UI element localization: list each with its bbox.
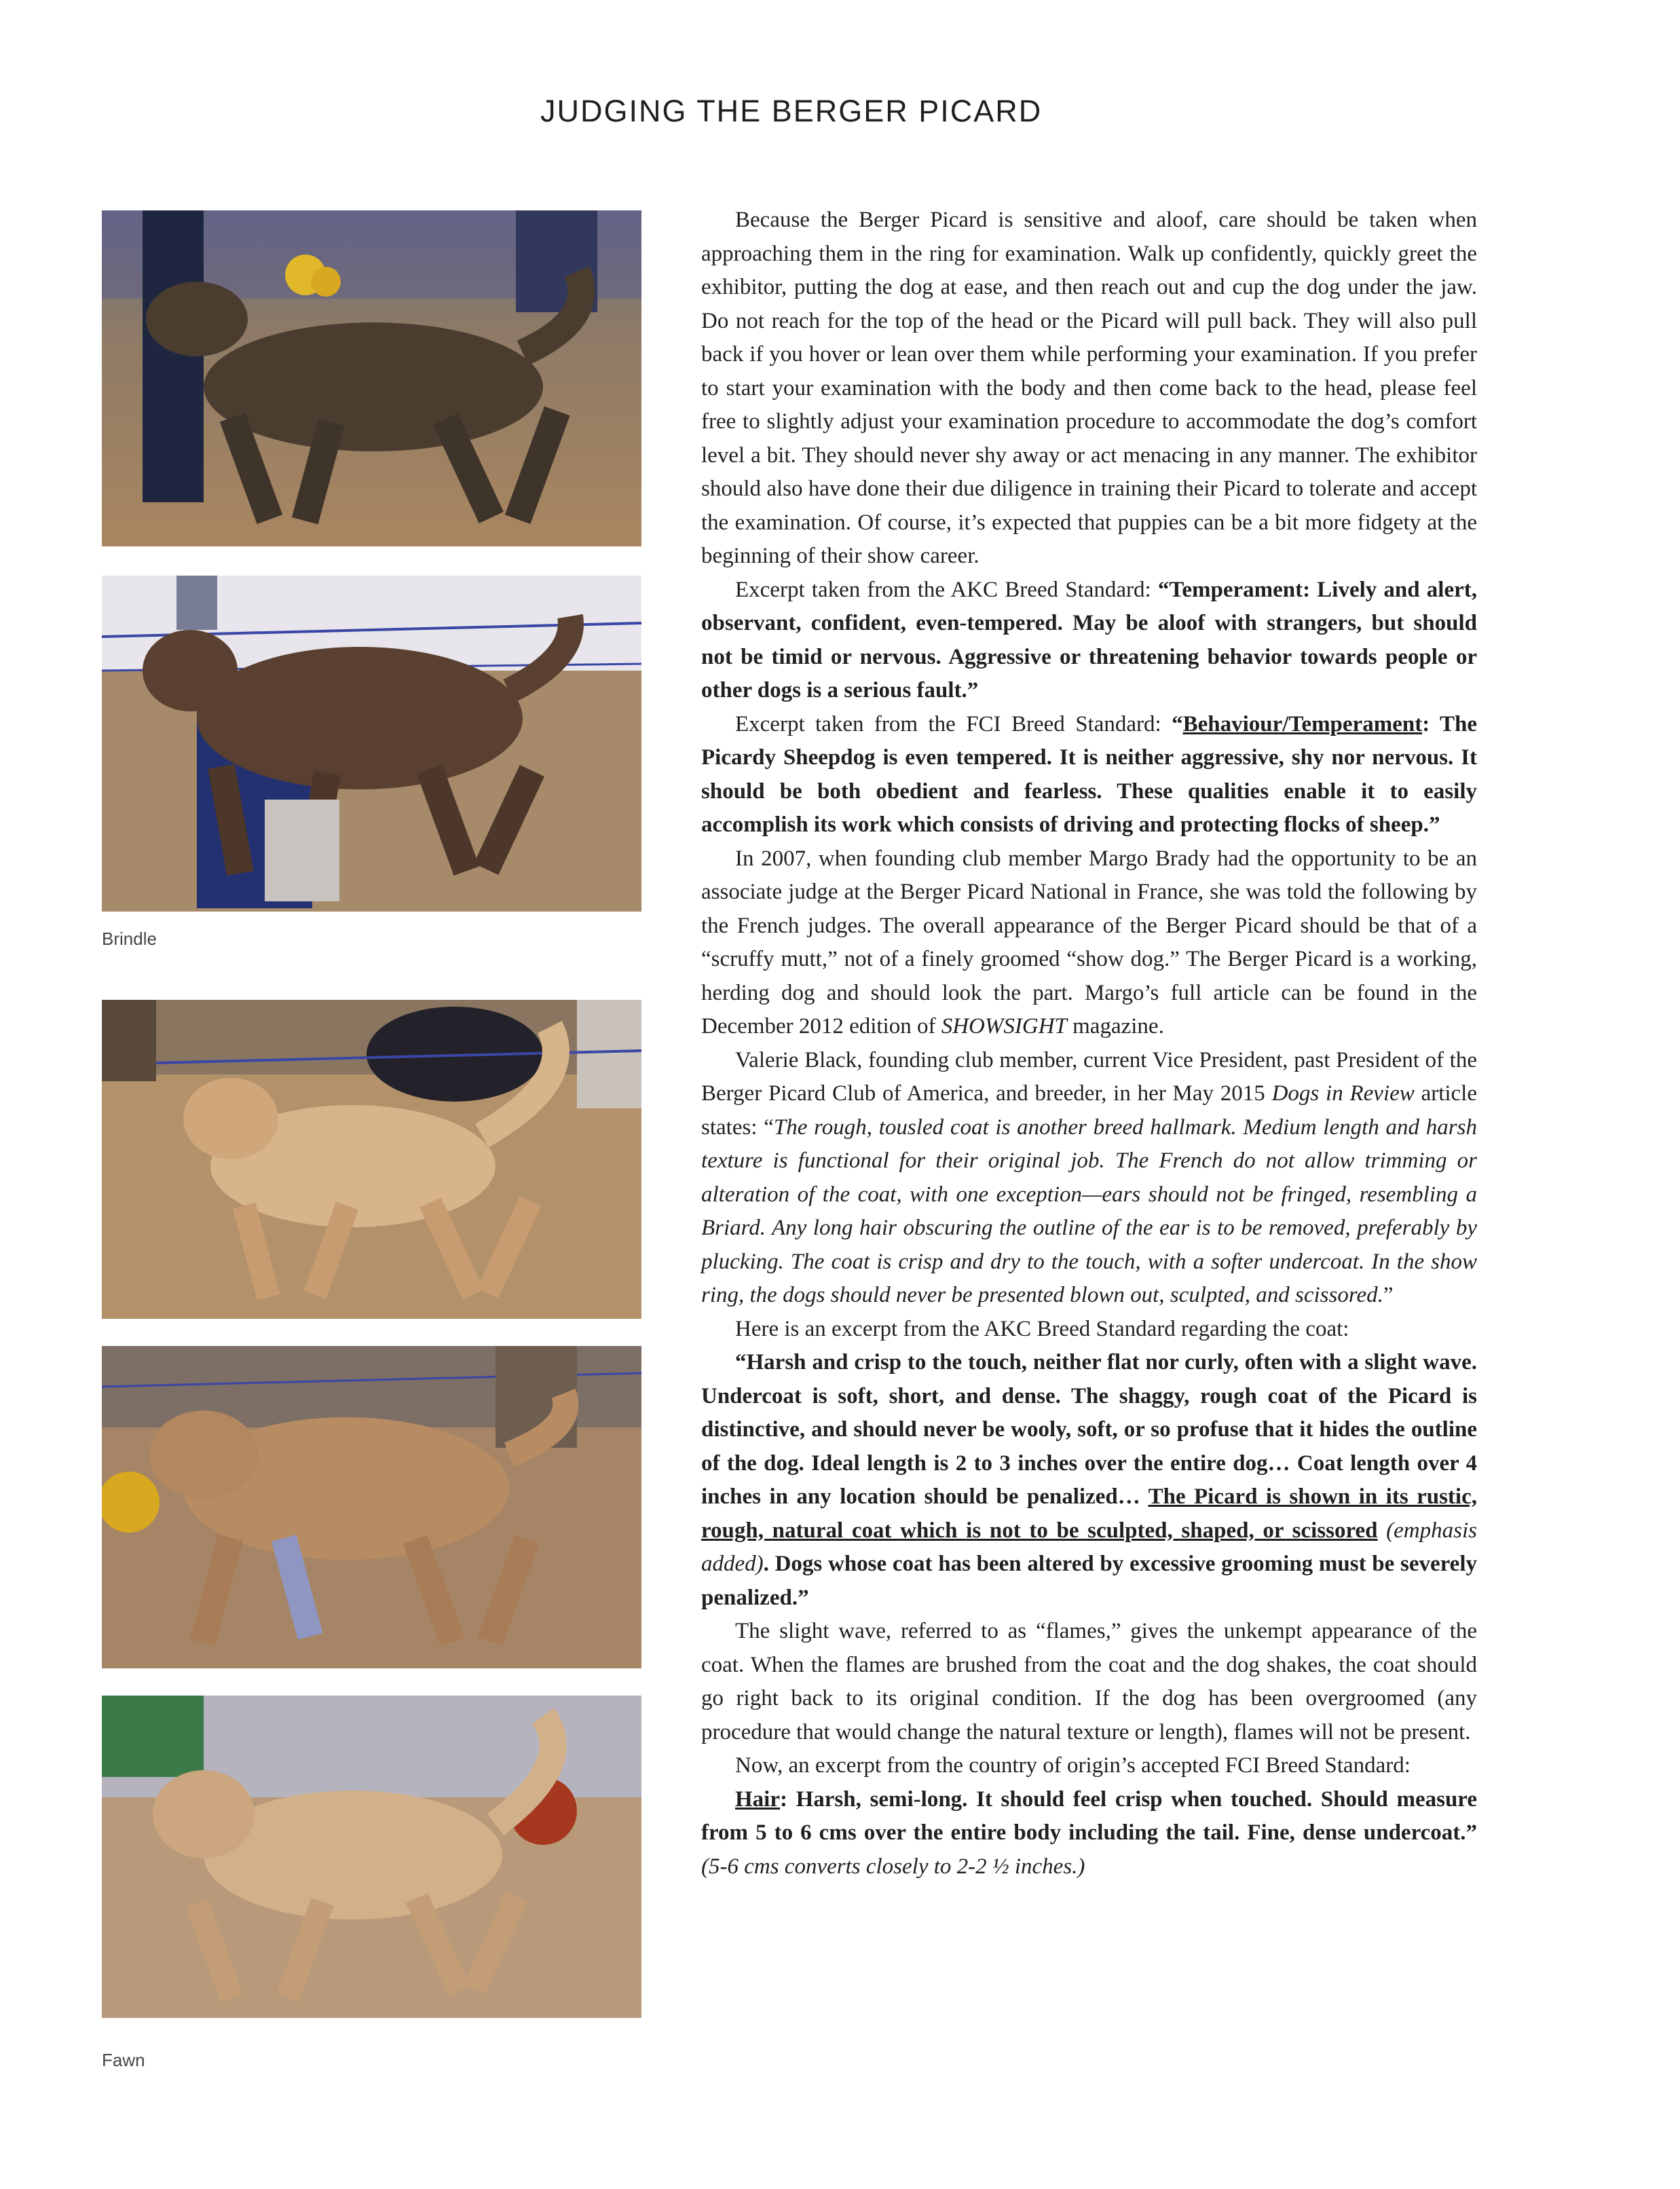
caption-brindle: Brindle	[102, 929, 157, 949]
photo-fawn-dog-2	[102, 1346, 641, 1668]
caption-fawn: Fawn	[102, 2050, 145, 2070]
paragraph-6: Here is an excerpt from the AKC Breed Standard regarding the coat:	[735, 1316, 1349, 1341]
photo-brindle-dog-2	[102, 576, 641, 912]
paragraph-9: Now, an excerpt from the country of origin’s accepted FCI Breed Standard:	[735, 1753, 1411, 1778]
paragraph-8: The slight wave, referred to as “flames,” gives the unkempt appearance of the coat. When the flames are brushed from the coat and the dog shakes, the coat should go right back to its original condition. If the dog has been overgroomed (any procedure that would change the natural texture or length), flames will not be present.	[701, 1619, 1477, 1744]
photo-brindle-dog-1	[102, 210, 641, 546]
paragraph-10: Hair: Harsh, semi-long. It should feel crisp when touched. Should measure from 5 to 6 cms over the entire body including the tail. Fine, dense undercoat.” (5-6 cms converts closely to 2-2 ½ inches.)	[701, 1786, 1477, 1879]
paragraph-2: Excerpt taken from the AKC Breed Standard: “Temperament: Lively and alert, observant, confident, even-tempered. May be aloof with strangers, but should not be timid or nervous. Aggressive or threatening behavior towards people or other dogs is a serious fault.”	[701, 577, 1478, 703]
photo-fawn-dog-1	[102, 1000, 641, 1319]
paragraph-5: Valerie Black, founding club member, current Vice President, past President of the Berger Picard Club of America, and breeder, in her May 2015 Dogs in Review article states: “The rough, tousled coat is another breed hallmark. Medium length and harsh texture is functional for their original job. The French do not allow trimming or alteration of the coat, with one exception—ears should not be fringed, resembling a Briard. Any long hair obscuring the outline of the ear is to be removed, preferably by plucking. The coat is crisp and dry to the touch, with a softer undercoat. In the show ring, the dogs should never be presented blown out, sculpted, and scissored.”	[701, 1047, 1477, 1307]
photo-fawn-dog-3	[102, 1696, 641, 2018]
page-header: JUDGING THE BERGER PICARD	[540, 94, 1043, 128]
paragraph-7: “Harsh and crisp to the touch, neither flat nor curly, often with a slight wave. Undercoat is soft, short, and dense. The shaggy, rough coat of the Picard is distinctive, and should never be wooly, soft, or so profuse that it hides the outline of the dog. Ideal length is 2 to 3 inches over the entire dog… Coat length over 4 inches in any location should be penalized… The Picard is shown in its rustic, rough, natural coat which is not to be sculpted, shaped, or scissored (emphasis added). Dogs whose coat has been altered by excessive grooming must be severely penalized.”	[701, 1350, 1477, 1610]
article-body	[701, 204, 1477, 1884]
paragraph-4: In 2007, when founding club member Margo Brady had the opportunity to be an associate judge at the Berger Picard National in France, she was told the following by the French judges. The overall appearance of the Berger Picard should be that of a “scruffy mutt,” not of a finely groomed “show dog.” The Berger Picard is a working, herding dog and should look the part. Margo’s full article can be found in the December 2012 edition of SHOWSIGHT magazine.	[701, 846, 1477, 1039]
paragraph-1: Because the Berger Picard is sensitive and aloof, care should be taken when approaching them in the ring for examination. Walk up confidently, quickly greet the exhibitor, putting the dog at ease, and then reach out and cup the dog under the jaw. Do not reach for the top of the head or the Picard will pull back. They will also pull back if you hover or lean over them while performing your examination. If you prefer to start your examination with the body and then come back to the head, please feel free to slightly adjust your examination procedure to accommodate the dog’s comfort level a bit. They should never shy away or act menacing in any manner. The exhibitor should also have done their due diligence in training their Picard to tolerate and accept the examination. Of course, it’s expected that puppies can be a bit more fidgety at the beginning of their show career.	[701, 208, 1477, 568]
paragraph-3: Excerpt taken from the FCI Breed Standard: “Behaviour/Temperament: The Picardy Sheepdog is even tempered. It is neither aggressive, shy nor nervous. It should be both obedient and fearless. These qualities enable it to easily accomplish its work which consists of driving and protecting flocks of sheep.”	[701, 711, 1478, 837]
